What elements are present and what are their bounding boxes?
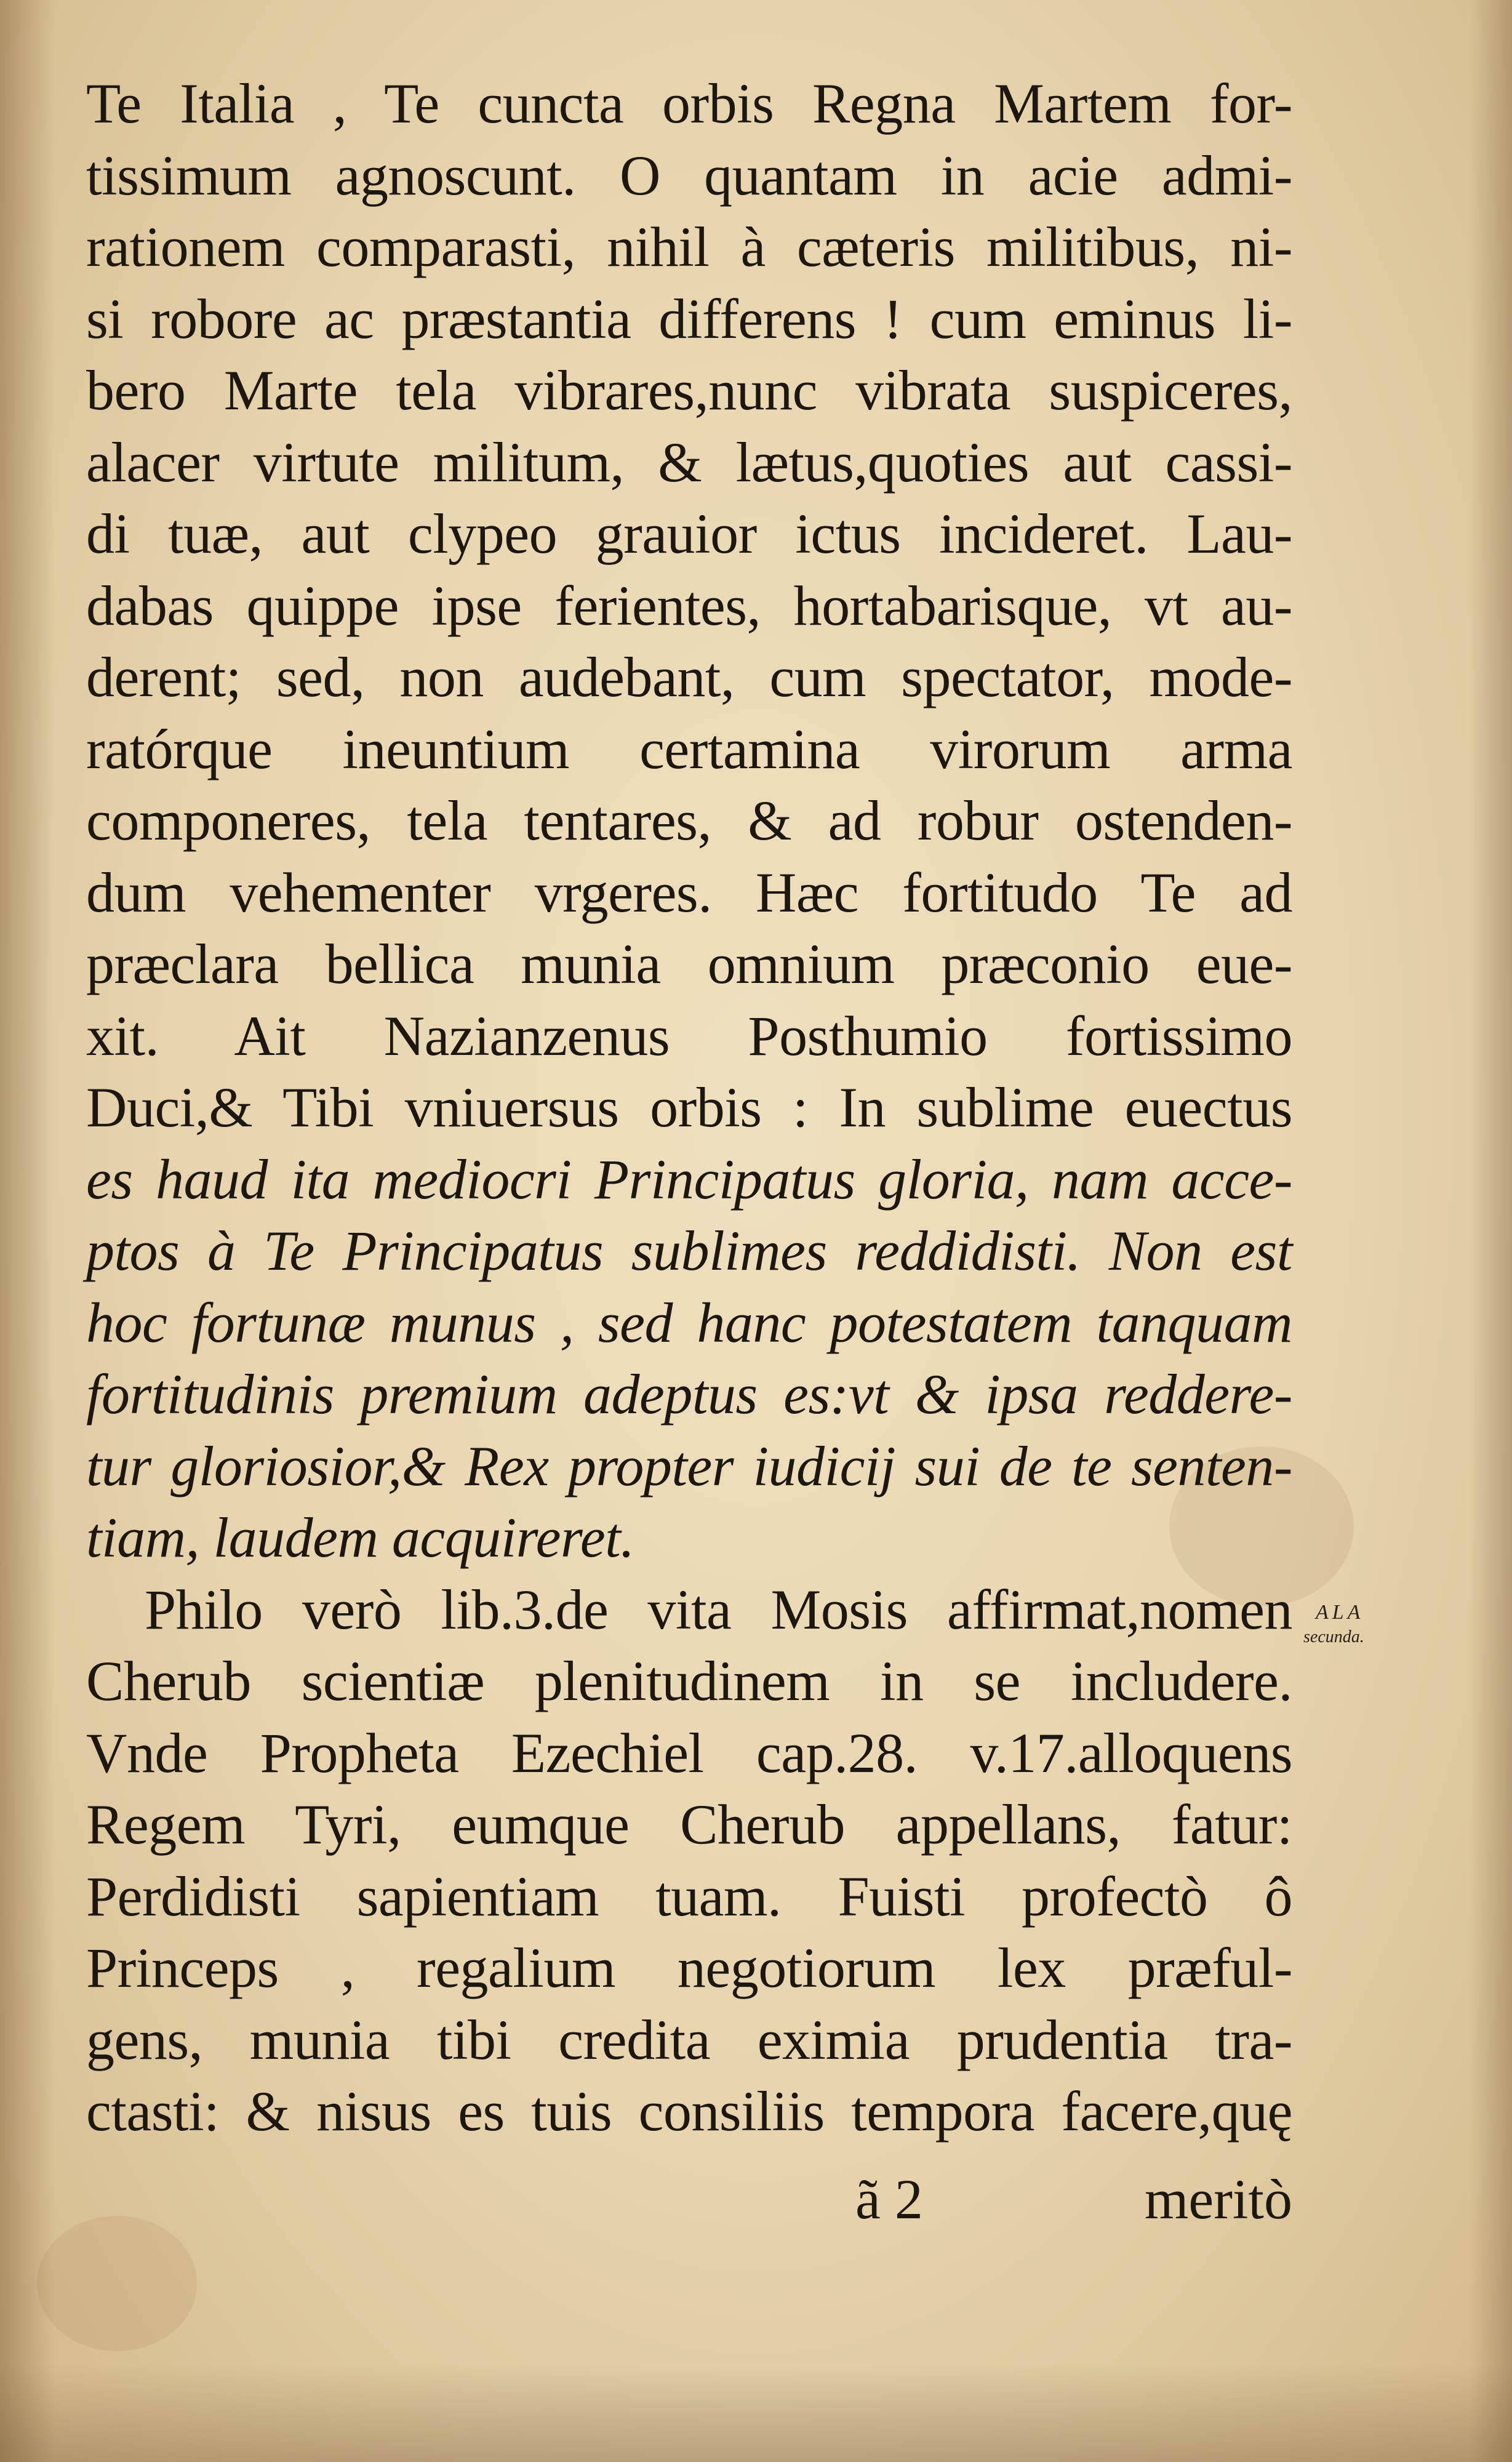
text-line: Vnde Propheta Ezechiel cap.28. v.17.alloquens [86,1721,1292,1784]
text-line: rationem comparasti, nihil à cæteris militibus, ni- [86,215,1292,278]
text-line: si robore ac præstantia differens ! cum eminus li- [86,287,1292,350]
text-line: bero Marte tela vibrares,nunc vibrata suspiceres, [86,359,1292,422]
quotation-line: fortitudinis premium adeptus es:vt & ipsa reddere- [86,1363,1292,1425]
text-line: ctasti: & nisus es tuis consiliis tempora facere,quę [86,2080,1292,2143]
text-line: componeres, tela tentares, & ad robur ostenden- [86,789,1292,852]
marginal-note-line: secunda. [1303,1627,1364,1646]
body-text [86,68,1292,2147]
text-line: dabas quippe ipse ferientes, hortabarisque, vt au- [86,574,1292,637]
text-line: dum vehementer vrgeres. Hæc fortitudo Te ad [86,860,1292,924]
quotation-line: tur gloriosior,& Rex propter iudicij sui de te senten- [86,1434,1292,1498]
text-line: præclara bellica munia omnium præconio eue- [86,932,1292,995]
bottom-edge-shadow [0,2364,1512,2462]
text-line: ratórque ineuntium certamina virorum arma [86,717,1292,780]
text-line: alacer virtute militum, & lætus,quoties aut cassi- [86,430,1292,494]
text-line: Te Italia , Te cuncta orbis Regna Martem for- [86,72,1292,135]
marginal-note [1303,1600,1364,1650]
text-line: gens, munia tibi credita eximia prudentia tra- [86,2008,1292,2071]
text-line: tissimum agnoscunt. O quantam in acie admi- [86,143,1292,207]
text-line: di tuæ, aut clypeo grauior ictus incideret. Lau- [86,502,1292,565]
quotation-line: es haud ita mediocri Principatus gloria, nam acce- [86,1147,1292,1211]
text-line: Cherub scientiæ plenitudinem in se includere. [86,1650,1292,1712]
quotation-line: hoc fortunæ munus , sed hanc potestatem tanquam [86,1291,1292,1354]
text-line: Perdidisti sapientiam tuam. Fuisti profectò ô [86,1864,1292,1928]
marginal-note-line: ALA [1316,1601,1364,1624]
paper-stain [37,2216,197,2351]
signature-mark: ã 2 [855,2168,923,2231]
text-line: xit. Ait Nazianzenus Posthumio fortissimo [86,1004,1292,1067]
page-footer [86,2163,1292,2235]
paragraph-start-line: Philo verò lib.3.de vita Mosis affirmat,nomen [145,1578,1292,1641]
text-line: Princeps , regalium negotiorum lex præful- [86,1936,1292,1999]
catchword: meritò [1144,2168,1292,2231]
edge-shadow [1469,0,1512,2462]
text-line: Duci,& Tibi vniuersus orbis : In sublime euectus [86,1076,1292,1139]
gutter-shadow [0,0,55,2462]
quotation-line: ptos à Te Principatus sublimes reddidisti. Non est [86,1219,1292,1282]
quotation-line: tiam, laudem acquireret. [86,1506,634,1569]
text-line: derent; sed, non audebant, cum spectator, mode- [86,646,1292,708]
text-line: Regem Tyri, eumque Cherub appellans, fatur: [86,1793,1292,1856]
